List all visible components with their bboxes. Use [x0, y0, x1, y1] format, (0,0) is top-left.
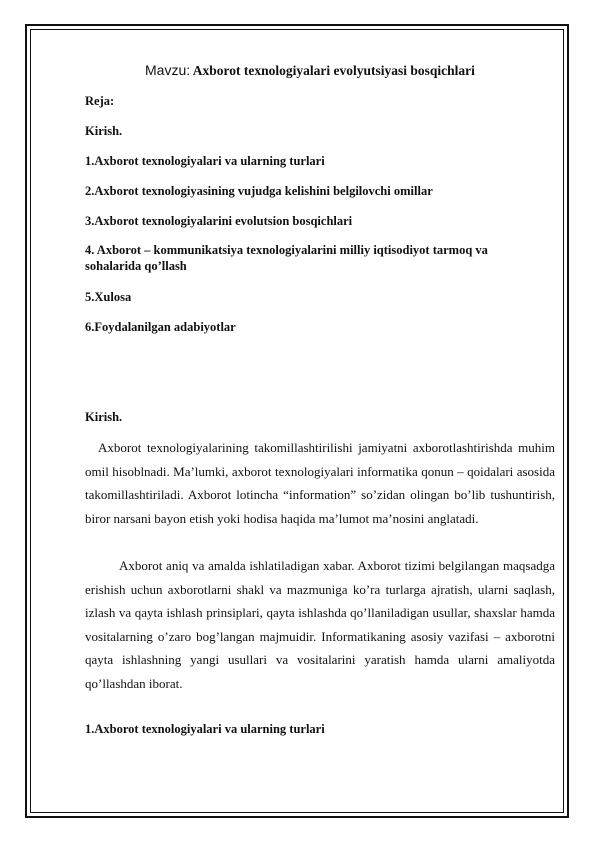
plan-item: 3.Axborot texnologiyalarini evolutsion bosqichlari [85, 214, 353, 228]
plan-item: 5.Xulosa [85, 290, 132, 304]
paragraph-text: Axborot aniq va amalda ishlatiladigan xabar. Axborot tizimi belgilangan maqsadga erishish uchun axborotlarni shakl va mazmuniga ko’ra turlarga ajratish, ularni saqlash, izlash va qayta ishlash prinsiplari, qayta ishlashda qo’llaniladigan usullar, shaxslar hamda vositalarning o’zaro bog’langan majmuidir. Informatikaning asosiy vazifasi – axborotni qayta ishlashning yangi usullari va vositalarini yaratish hamda ularni amaliyotda qo’llashdan iborat. [85, 558, 555, 691]
document-title [145, 62, 545, 79]
plan-item: 6.Foydalanilgan adabiyotlar [85, 320, 236, 334]
plan-item: 2.Axborot texnologiyasining vujudga kelishini belgilovchi omillar [85, 184, 433, 198]
intro-paragraph-2 [85, 554, 555, 696]
intro-paragraph-1 [85, 436, 555, 530]
plan-item: 4. Axborot – kommunikatsiya texnologiyalarini milliy iqtisodiyot tarmoq va sohalarida qo’llash [85, 243, 488, 273]
plan-heading: Reja: [85, 94, 115, 108]
plan-item: 1.Axborot texnologiyalari va ularning turlari [85, 154, 325, 168]
title-lead: Mavzu: [145, 62, 191, 78]
paragraph-text: Axborot texnologiyalarining takomillashtirilishi jamiyatni axborotlashtirishda muhim omil hisoblnadi. Ma’lumki, axborot texnologiyalari informatika qonun – qoidalari asosida takomillashtiriladi. Axborot lotincha “information” so’zidan olingan bo’lib tushuntirish, biror narsani bayon etish yoki hodisa haqida ma’lumot ma’nosini anglatadi. [85, 440, 555, 526]
title-text: Axborot texnologiyalari evolyutsiyasi bosqichlari [192, 63, 475, 78]
intro-heading: Kirish. [85, 410, 123, 424]
section-1-heading: 1.Axborot texnologiyalari va ularning turlari [85, 722, 325, 736]
plan-item: Kirish. [85, 124, 123, 138]
